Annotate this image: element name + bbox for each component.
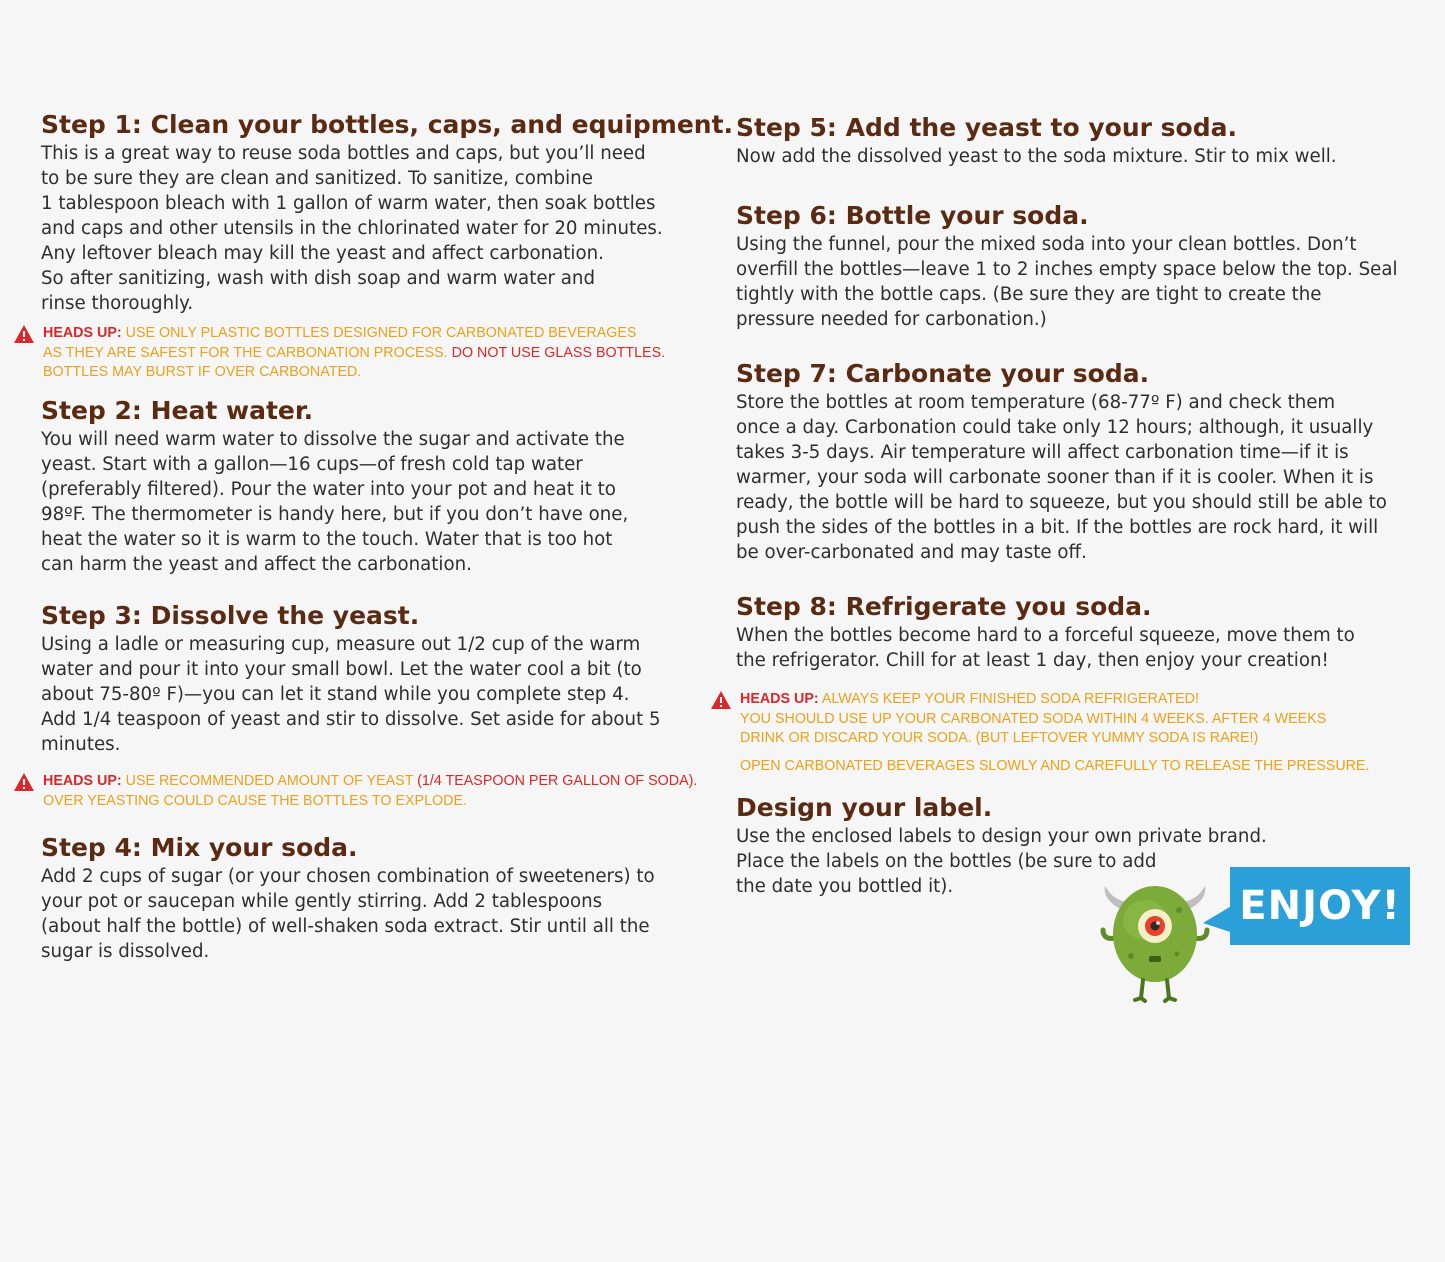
step-3 (41, 600, 661, 757)
enjoy-speech-bubble: ENJOY! (1230, 867, 1410, 945)
step-5-body: Now add the dissolved yeast to the soda mixture. Stir to mix well. (736, 146, 1337, 167)
warning-triangle-icon (710, 690, 732, 710)
monster-mascot-icon (1095, 880, 1215, 1005)
step-1 (41, 109, 733, 316)
heads-up-yeast-amount (43, 772, 697, 811)
step-4-title: Step 4: Mix your soda. (41, 833, 358, 862)
step-6-body: Using the funnel, pour the mixed soda into your clean bottles. Don’t overfill the bottles—leave 1 to 2 inches empty space below the top. Seal tightly with the bottle caps. (Be sure they are tight to create the pressure needed for carbonation.) (736, 234, 1398, 330)
step-1-body: This is a great way to reuse soda bottles and caps, but you’ll need to be sure they are clean and sanitized. To sanitize, combine 1 tablespoon bleach with 1 gallon of warm water, then soak bottles and caps and other utensils in the chlorinated water for 20 minutes. Any leftover bleach may kill the yeast and affect carbonation. So after sanitizing, wash with dish soap and warm water and rinse thoroughly. (41, 143, 663, 314)
step-4 (41, 832, 655, 964)
warning-text: AS THEY ARE SAFEST FOR THE CARBONATION PROCESS. (43, 344, 452, 361)
warning-text: USE RECOMMENDED AMOUNT OF YEAST (121, 773, 418, 789)
step-6 (736, 200, 1398, 332)
warning-text: OPEN CARBONATED BEVERAGES SLOWLY AND CAREFULLY TO RELEASE THE PRESSURE. (740, 757, 1370, 774)
heads-up-plastic-bottles (43, 324, 665, 383)
warning-text-red: (1/4 TEASPOON PER GALLON OF SODA). (417, 773, 698, 789)
speech-bubble-tail (1203, 905, 1233, 933)
warning-triangle-icon (13, 772, 35, 792)
step-8-body: When the bottles become hard to a forceful squeeze, move them to the refrigerator. Chill for at least 1 day, then enjoy your creation! (736, 625, 1355, 671)
design-label-body: Use the enclosed labels to design your own private brand. Place the labels on the bottles (be sure to add the date you bottled it). (736, 826, 1267, 897)
step-4-body: Add 2 cups of sugar (or your chosen combination of sweeteners) to your pot or saucepan while gently stirring. Add 2 tablespoons (about half the bottle) of well-shaken soda extract. Stir until all the sugar is dissolved. (41, 866, 655, 962)
step-6-title: Step 6: Bottle your soda. (736, 201, 1089, 230)
step-7-title: Step 7: Carbonate your soda. (736, 359, 1150, 388)
warning-text: DRINK OR DISCARD YOUR SODA. (BUT LEFTOVER YUMMY SODA IS RARE!) (740, 730, 1259, 746)
heads-up-label: HEADS UP: (43, 773, 122, 789)
warning-triangle-icon (13, 324, 35, 344)
step-2-body: You will need warm water to dissolve the sugar and activate the yeast. Start with a gallon—16 cups—of fresh cold tap water (preferably filtered). Pour the water into your pot and heat it to 98ºF. The thermometer is handy here, but if you don’t have one, heat the water so it is warm to the touch. Water that is too hot can harm the yeast and affect the carbonation. (41, 429, 629, 575)
step-2-title: Step 2: Heat water. (41, 396, 314, 425)
warning-text: YOU SHOULD USE UP YOUR CARBONATED SODA WITHIN 4 WEEKS. AFTER 4 WEEKS (740, 710, 1327, 727)
step-2 (41, 395, 628, 577)
heads-up-label: HEADS UP: (43, 325, 122, 341)
heads-up-refrigerate (740, 690, 1370, 776)
warning-text-red: DO NOT USE GLASS BOTTLES. (451, 344, 666, 361)
step-8 (736, 591, 1355, 673)
step-5 (736, 112, 1337, 169)
step-3-body: Using a ladle or measuring cup, measure out 1/2 cup of the warm water and pour it into your small bowl. Let the water cool a bit (to about 75-80º F)—you can let it stand while you complete step 4. Add 1/4 teaspoon of yeast and stir to dissolve. Set aside for about 5 minutes. (41, 634, 661, 755)
warning-text: OVER YEASTING COULD CAUSE THE BOTTLES TO EXPLODE. (43, 792, 467, 809)
step-8-title: Step 8: Refrigerate you soda. (736, 592, 1152, 621)
warning-text: USE ONLY PLASTIC BOTTLES DESIGNED FOR CARBONATED BEVERAGES (121, 325, 637, 341)
step-7 (736, 358, 1387, 565)
design-label-title: Design your label. (736, 793, 993, 822)
heads-up-label: HEADS UP: (740, 691, 819, 707)
warning-text: BOTTLES MAY BURST IF OVER CARBONATED. (43, 364, 362, 380)
step-5-title: Step 5: Add the yeast to your soda. (736, 113, 1237, 142)
step-1-title: Step 1: Clean your bottles, caps, and equipment. (41, 110, 734, 139)
step-3-title: Step 3: Dissolve the yeast. (41, 601, 420, 630)
step-7-body: Store the bottles at room temperature (68-77º F) and check them once a day. Carbonation could take only 12 hours; although, it usually takes 3-5 days. Air temperature will affect carbonation time—if it is warmer, your soda will carbonate sooner than if it is cooler. When it is ready, the bottle will be hard to squeeze, but you should still be able to push the sides of the bottles in a bit. If the bottles are rock hard, it will be over-carbonated and may taste off. (736, 392, 1387, 563)
warning-text: ALWAYS KEEP YOUR FINISHED SODA REFRIGERATED! (818, 691, 1199, 707)
